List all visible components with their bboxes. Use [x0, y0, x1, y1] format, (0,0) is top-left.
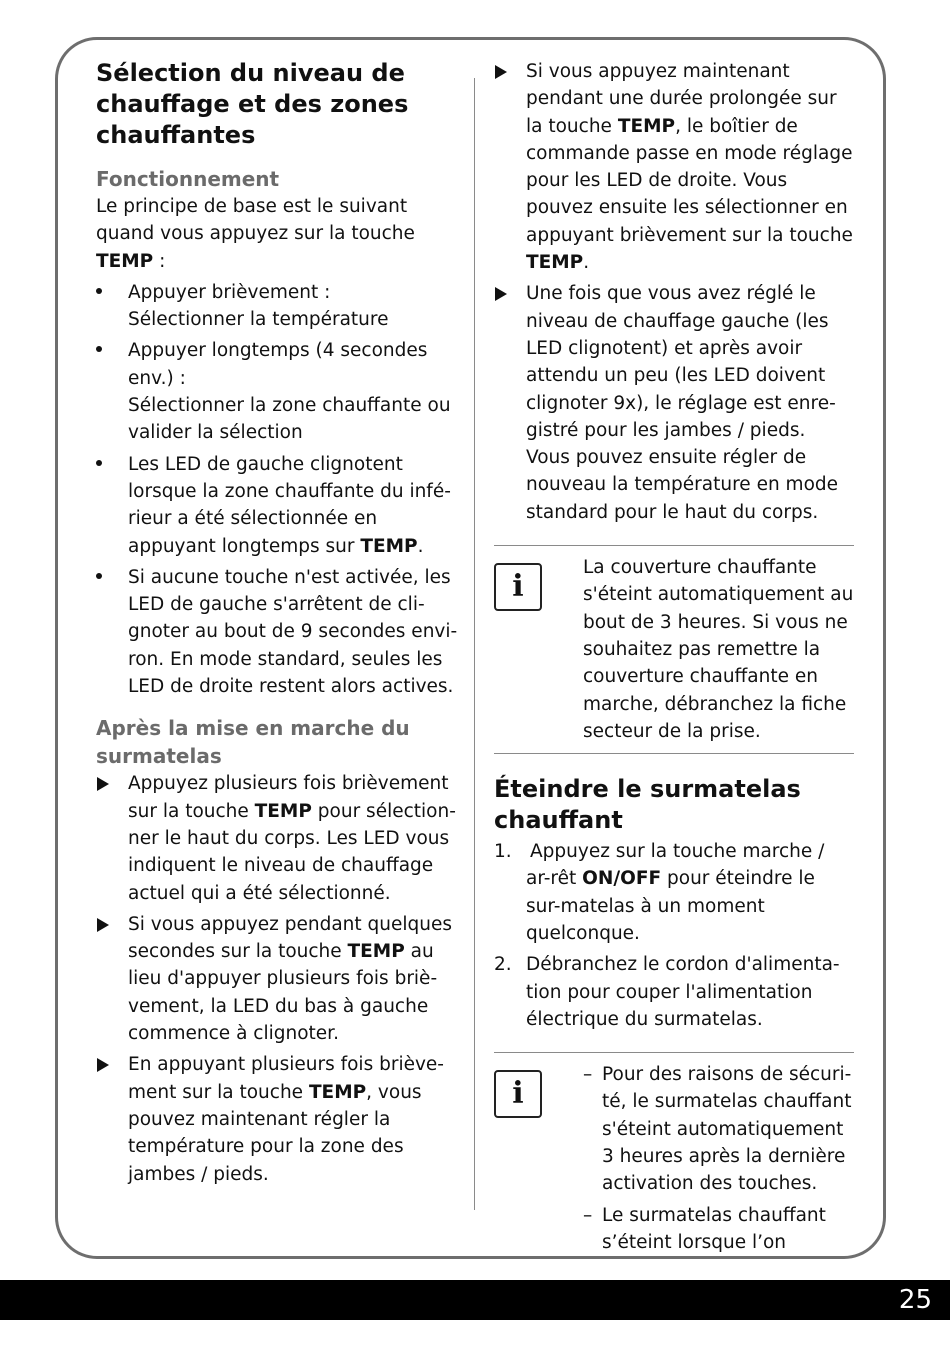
intro-key: TEMP — [96, 250, 154, 272]
list-item — [96, 911, 461, 1047]
step-text: Une fois que vous avez réglé le niveau de chauffage gauche (les LED clignotent) et après avoir attendu un peu (les LED doivent clignoter 9x), le réglage est enre-gistré pour les jambes / pieds. Vous pouvez ensuite régler de nouveau la température en mode standard pour le haut du corps. — [526, 283, 839, 523]
bullet-text-end: . — [417, 535, 424, 557]
list-item — [96, 279, 461, 334]
key-label: TEMP — [308, 1081, 367, 1103]
info-note-safety — [494, 1052, 854, 1253]
arrow-icon — [97, 1058, 109, 1072]
step-text: En appuyant plusieurs fois briève-ment sur la touche — [128, 1054, 444, 1103]
step-text-end: pour sélection-ner le haut du corps. Les LED vous indiquent le niveau de chauffage actuel qui a été sélectionné. — [128, 800, 456, 904]
key-label: TEMP — [347, 941, 405, 963]
bullet-text: Si aucune touche n'est activée, les LED de gauche s'arrêtent de cli-gnoter au bout de 9 secondes envi-ron. En mode standard, seules les LED de droite restent alors actives. — [128, 566, 458, 698]
bullet-list — [96, 279, 461, 700]
step-text: Si vous appuyez pendant quelques secondes sur la touche — [128, 913, 453, 963]
intro-text-end: : — [153, 250, 166, 272]
dash-list — [583, 1061, 855, 1256]
left-column — [96, 58, 461, 1188]
list-item — [494, 951, 854, 1033]
step-list-continued — [494, 58, 854, 526]
dash-text: Le surmatelas chauffant s’éteint lorsque l’on — [602, 1204, 826, 1253]
step-text: Appuyez plusieurs fois brièvement sur la touche — [128, 773, 449, 822]
bullet-text: Appuyer longtemps (4 secondes env.) : Sélectionner la zone chauffante ou valider la sélection — [128, 340, 451, 444]
key-label: TEMP — [617, 115, 676, 137]
bullet-icon — [96, 573, 102, 579]
list-item — [96, 337, 461, 446]
arrow-icon — [495, 65, 507, 79]
section-title-selection: Sélection du niveau de chauffage et des zones chauffantes — [96, 59, 409, 149]
list-item — [96, 1051, 461, 1187]
step-number: 1. — [494, 841, 512, 863]
arrow-icon — [495, 287, 507, 301]
list-item — [96, 451, 461, 560]
dash-text: Pour des raisons de sécuri-té, le surmatelas chauffant s'éteint automatiquement 3 heures après la dernière activation des touches. — [602, 1064, 852, 1195]
subheading-fonctionnement: Fonctionnement — [96, 167, 280, 191]
intro-text: Le principe de base est le suivant quand vous appuyez sur la touche — [96, 196, 415, 245]
step-text-mid: , le boîtier de commande passe en mode réglage pour les LED de droite. Vous pouvez ensuite les sélectionner en appuyant brièvement sur la touche — [526, 115, 853, 246]
bullet-icon — [96, 460, 102, 466]
numbered-list — [494, 838, 854, 1033]
list-item — [494, 280, 854, 526]
list-item — [96, 770, 461, 906]
info-icon: i — [494, 1070, 542, 1118]
step-text: Appuyez sur la touche marche / ar-rêt — [526, 841, 825, 890]
bullet-text: Appuyer brièvement : Sélectionner la température — [128, 281, 389, 331]
list-item — [583, 1061, 855, 1197]
step-text-end: , vous pouvez maintenant régler la température pour la zone des jambes / pieds. — [128, 1081, 422, 1185]
bullet-icon — [96, 346, 102, 352]
list-item — [494, 838, 854, 947]
right-column — [494, 58, 854, 1253]
info-note-auto-off — [494, 545, 854, 754]
list-item — [96, 564, 461, 700]
step-text: Si vous appuyez maintenant pendant une durée prolongée sur la touche — [526, 61, 837, 137]
step-text-end: au lieu d'appuyer plusieurs fois briè-vement, la LED du bas à gauche commence à clignoter. — [128, 941, 438, 1045]
bullet-text: Les LED de gauche clignotent lorsque la zone chauffante du infé-rieur a été sélectionnée en appuyant longtemps sur — [128, 453, 451, 557]
arrow-icon — [97, 777, 109, 791]
step-text: Débranchez le cordon d'alimenta-tion pour couper l'alimentation électrique du surmatelas. — [526, 954, 840, 1030]
dash-marker: – — [583, 1064, 593, 1086]
info-text: La couverture chauffante s'éteint automatiquement au bout de 3 heures. Si vous ne souhaitez pas remettre la couverture chauffante en marche, débranchez la fiche secteur de la prise. — [583, 557, 854, 742]
dash-marker: – — [583, 1204, 593, 1226]
footer-bar — [0, 1280, 950, 1320]
subheading-apres: Après la mise en marche du surmatelas — [96, 716, 410, 769]
list-item — [494, 58, 854, 276]
step-number: 2. — [494, 954, 512, 976]
intro-paragraph — [96, 193, 461, 275]
key-label: TEMP — [254, 800, 312, 822]
column-divider — [474, 78, 475, 1210]
info-icon: i — [494, 563, 542, 611]
list-item — [583, 1202, 855, 1257]
key-label: ON/OFF — [582, 868, 662, 890]
arrow-icon — [97, 918, 109, 932]
bullet-icon — [96, 288, 102, 294]
key-label: TEMP — [526, 252, 584, 274]
step-list — [96, 770, 461, 1187]
key-label: TEMP — [360, 535, 418, 557]
step-text-end: pour éteindre le sur-matelas à un moment quelconque. — [526, 868, 815, 944]
step-text-end: . — [583, 252, 590, 274]
section-title-eteindre: Éteindre le surmatelas chauffant — [494, 775, 801, 835]
page-number: 25 — [898, 1285, 932, 1315]
